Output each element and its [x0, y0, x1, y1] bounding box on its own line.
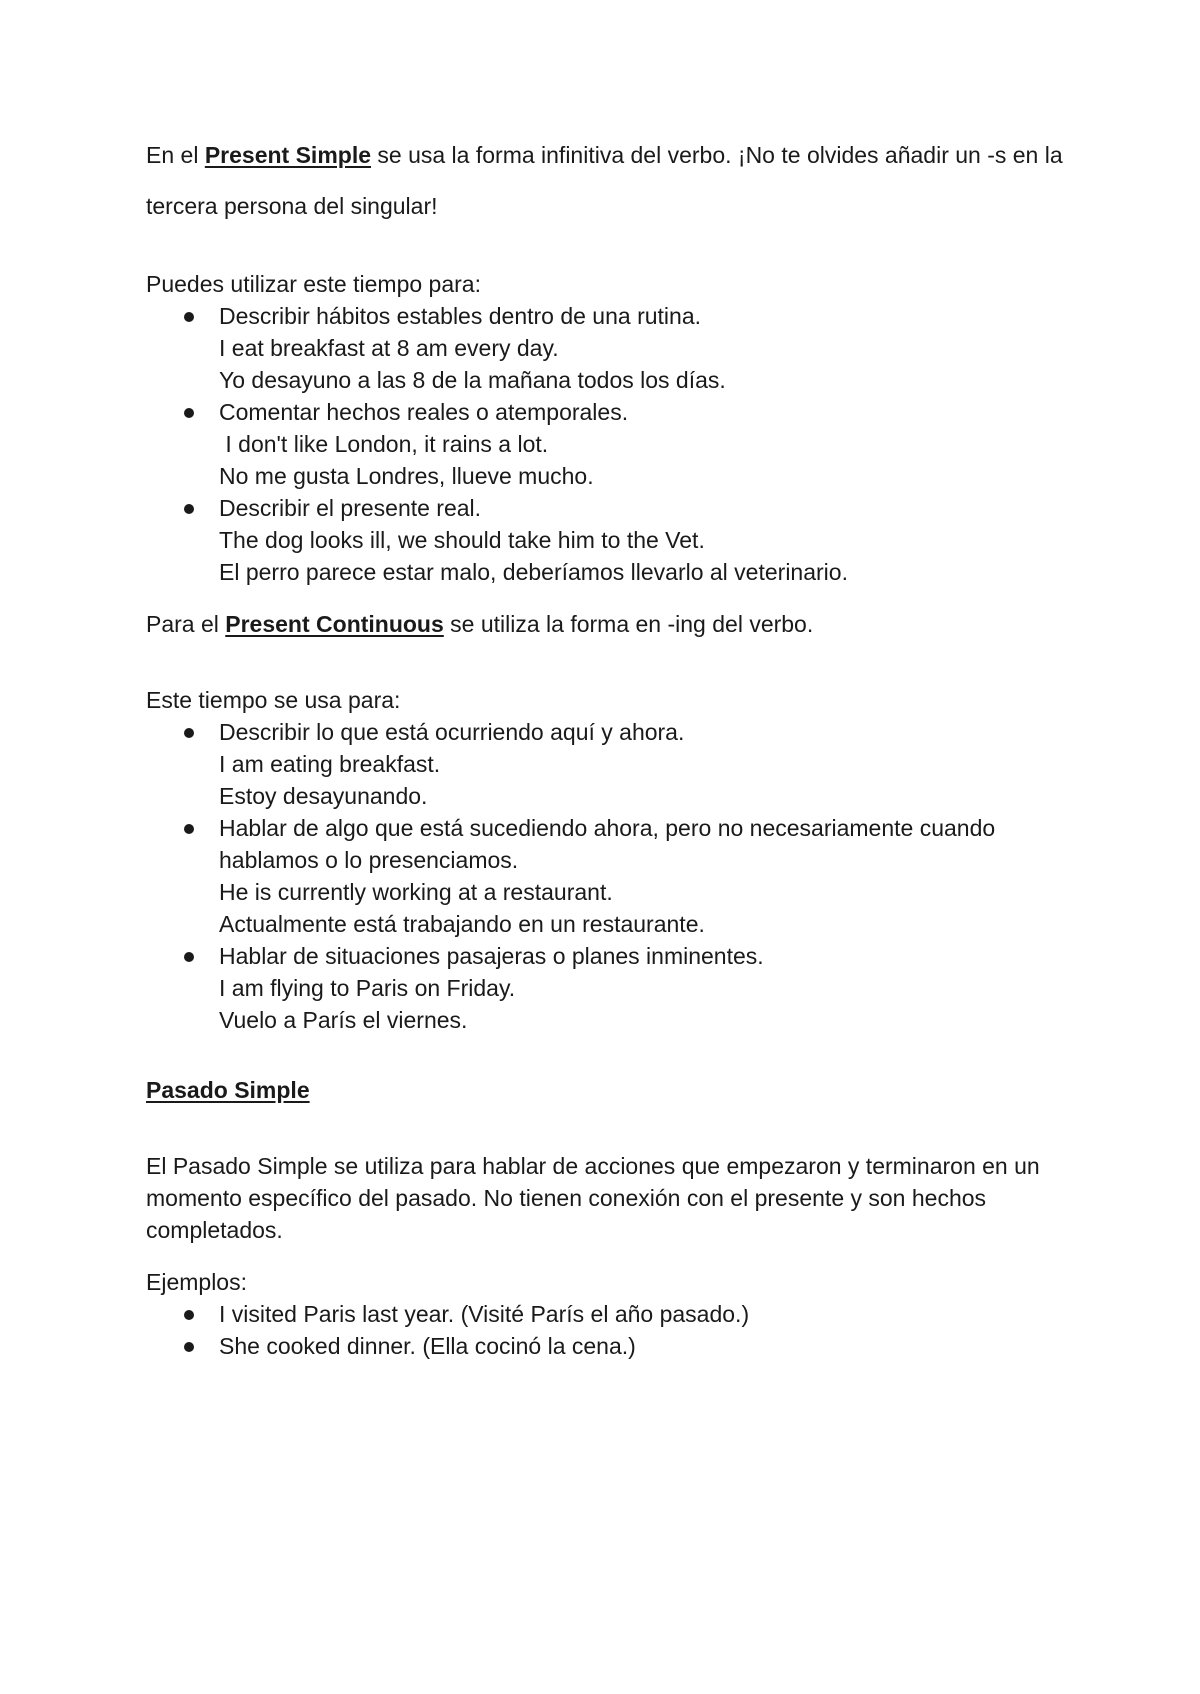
- present-continuous-uses-heading: Este tiempo se usa para:: [146, 687, 401, 713]
- list-item-line: I don't like London, it rains a lot.: [219, 431, 549, 457]
- list-item: [146, 492, 1066, 588]
- present-simple-intro: [146, 130, 1066, 232]
- present-simple-intro-before: En el: [146, 142, 205, 168]
- list-item-line: I eat breakfast at 8 am every day.: [219, 335, 559, 361]
- list-item-line: I visited Paris last year. (Visité París el año pasado.): [219, 1301, 750, 1327]
- pasado-simple-description: El Pasado Simple se utiliza para hablar de acciones que empezaron y terminaron en un momento específico del pasado. No tienen conexión con el presente y son hechos completados.: [146, 1153, 1040, 1243]
- bullet-icon: [184, 408, 194, 418]
- pasado-simple-examples-heading: Ejemplos:: [146, 1269, 247, 1295]
- present-continuous-intro-before: Para el: [146, 611, 226, 637]
- list-item: [146, 940, 1066, 1036]
- bullet-icon: [184, 504, 194, 514]
- bullet-icon: [184, 1342, 194, 1352]
- bullet-icon: [184, 1310, 194, 1320]
- pasado-simple-heading: Pasado Simple: [146, 1077, 310, 1103]
- bullet-icon: [184, 728, 194, 738]
- present-continuous-uses-list: [146, 716, 1066, 1036]
- present-continuous-term: Present Continuous: [225, 611, 444, 637]
- list-item-line: She cooked dinner. (Ella cocinó la cena.): [219, 1333, 636, 1359]
- list-item-line: Hablar de algo que está sucediendo ahora, pero no necesariamente cuando: [219, 815, 996, 841]
- bullet-icon: [184, 952, 194, 962]
- present-simple-uses-list: [146, 300, 1066, 588]
- list-item-line: Vuelo a París el viernes.: [219, 1007, 468, 1033]
- list-item-line: Comentar hechos reales o atemporales.: [219, 399, 629, 425]
- present-continuous-intro-after: se utiliza la forma en -ing del verbo.: [443, 611, 814, 637]
- list-item: [146, 1298, 1066, 1330]
- list-item-line: Yo desayuno a las 8 de la mañana todos los días.: [219, 367, 726, 393]
- pasado-simple-examples-list: [146, 1298, 1066, 1362]
- present-simple-intro-after: se usa la forma infinitiva del verbo. ¡No te olvides añadir un -s en la tercera persona del singular!: [146, 142, 1063, 219]
- bullet-icon: [184, 312, 194, 322]
- list-item-line: I am eating breakfast.: [219, 751, 441, 777]
- list-item-line: He is currently working at a restaurant.: [219, 879, 613, 905]
- list-item-line: Estoy desayunando.: [219, 783, 428, 809]
- list-item: [146, 300, 1066, 396]
- bullet-icon: [184, 824, 194, 834]
- list-item-line: Describir hábitos estables dentro de una rutina.: [219, 303, 702, 329]
- present-simple-uses-heading: Puedes utilizar este tiempo para:: [146, 271, 481, 297]
- list-item-line: Hablar de situaciones pasajeras o planes inminentes.: [219, 943, 764, 969]
- list-item-line: Describir el presente real.: [219, 495, 482, 521]
- list-item-line: The dog looks ill, we should take him to the Vet.: [219, 527, 705, 553]
- list-item: [146, 396, 1066, 492]
- document-page: [146, 140, 1066, 1362]
- list-item: [146, 1330, 1066, 1362]
- list-item-line: El perro parece estar malo, deberíamos llevarlo al veterinario.: [219, 559, 848, 585]
- present-simple-term: Present Simple: [204, 142, 372, 168]
- list-item-line: No me gusta Londres, llueve mucho.: [219, 463, 594, 489]
- list-item-line: Describir lo que está ocurriendo aquí y ahora.: [219, 719, 685, 745]
- list-item-line: Actualmente está trabajando en un restaurante.: [219, 911, 705, 937]
- list-item: [146, 812, 1066, 940]
- list-item: [146, 716, 1066, 812]
- present-continuous-intro: [146, 608, 1066, 640]
- list-item-line: I am flying to Paris on Friday.: [219, 975, 516, 1001]
- list-item-line: hablamos o lo presenciamos.: [219, 847, 519, 873]
